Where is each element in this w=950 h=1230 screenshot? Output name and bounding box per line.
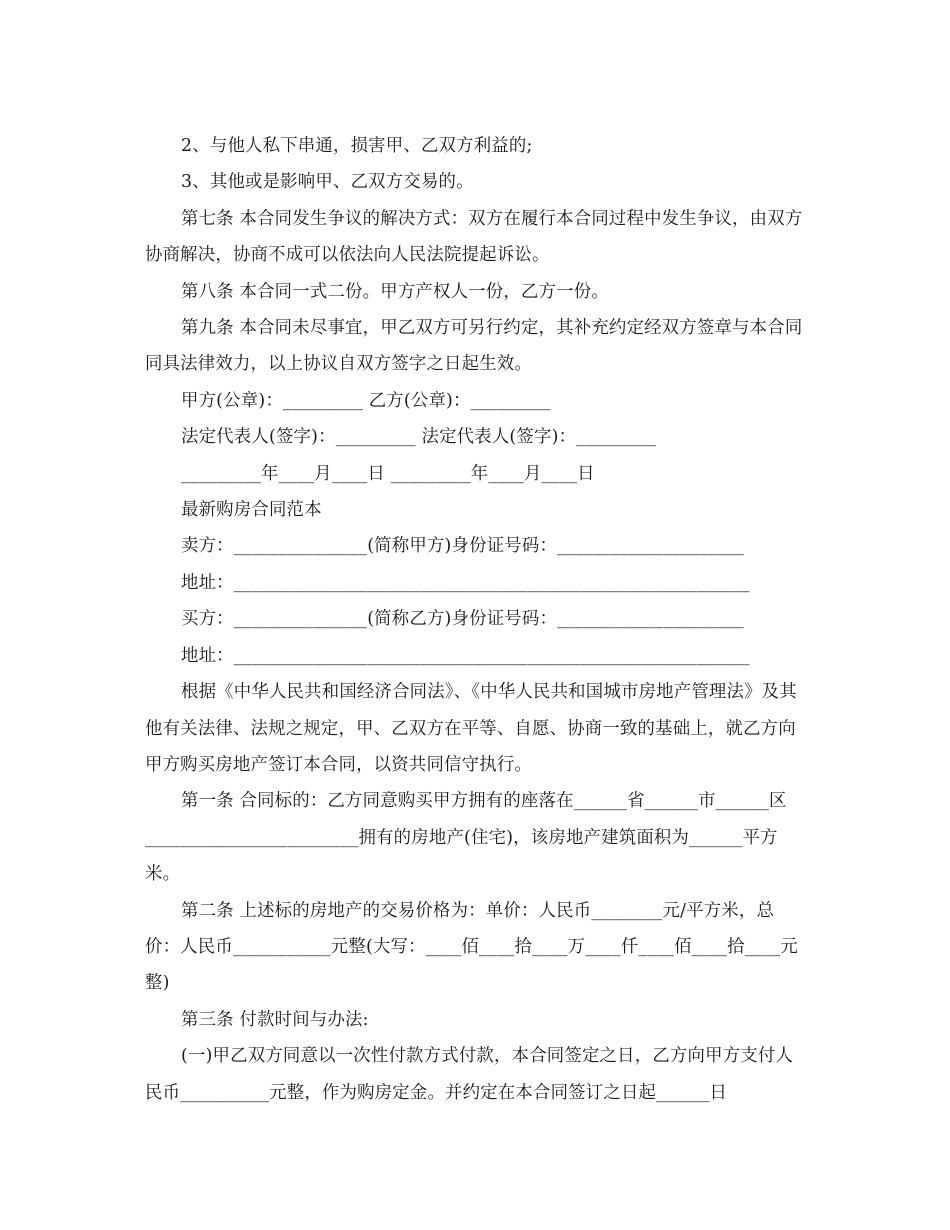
seller-line: 卖方：_______________(简称甲方)身份证号码：_____________________ — [181, 536, 744, 557]
date-line: _________年____月____日 _________年____月____日 — [181, 463, 595, 484]
clause-item-3: 3、其他或是影响甲、乙双方交易的。 — [181, 172, 474, 193]
article-8: 第八条 本合同一式二份。甲方产权人一份，乙方一份。 — [181, 281, 609, 302]
signature-line: 法定代表人(签字)：_________ 法定代表人(签字)：_________ — [181, 427, 657, 448]
section-title: 最新购房合同范本 — [181, 500, 322, 521]
article-7: 第七条 本合同发生争议的解决方式：双方在履行本合同过程中发生争议，由双方协商解决，协商不成可以依法向人民法院提起诉讼。 — [145, 208, 803, 266]
article-3-title: 第三条 付款时间与办法: — [181, 1009, 369, 1030]
seller-address-line: 地址：__________________________________________________________ — [181, 572, 750, 593]
article-9: 第九条 本合同未尽事宜，甲乙双方可另行约定，其补充约定经双方签章与本合同同具法律效力，以上协议自双方签字之日起生效。 — [145, 318, 803, 375]
buyer-address-line: 地址：__________________________________________________________ — [181, 645, 750, 666]
preamble: 根据《中华人民共和国经济合同法》、《中华人民共和国城市房地产管理法》及其他有关法律、法规之规定，甲、乙双方在平等、自愿、协商一致的基础上，就乙方向甲方购买房地产签订本合同，以资共同信守执行。 — [145, 682, 797, 775]
buyer-line: 买方：_______________(简称乙方)身份证号码：_____________________ — [181, 609, 744, 630]
article-3-item-1: (一)甲乙双方同意以一次性付款方式付款，本合同签定之日，乙方向甲方支付人民币__________元整，作为购房定金。并约定在本合同签订之日起______日 — [145, 1046, 794, 1103]
seal-line: 甲方(公章)：_________ 乙方(公章)：_________ — [181, 390, 551, 411]
contract-body — [145, 128, 805, 1111]
article-2: 第二条 上述标的房地产的交易价格为：单价：人民币________元/平方米，总价：人民币___________元整(大写：____佰____拾____万____仟____佰____拾____元整) — [145, 900, 798, 994]
clause-item-2: 2、与他人私下串通，损害甲、乙双方利益的; — [181, 136, 533, 156]
article-1: 第一条 合同标的：乙方同意购买甲方拥有的座落在______省______市______区________________________拥有的房地产(住宅)，该房地产建筑面积为______平方米。 — [145, 791, 787, 885]
